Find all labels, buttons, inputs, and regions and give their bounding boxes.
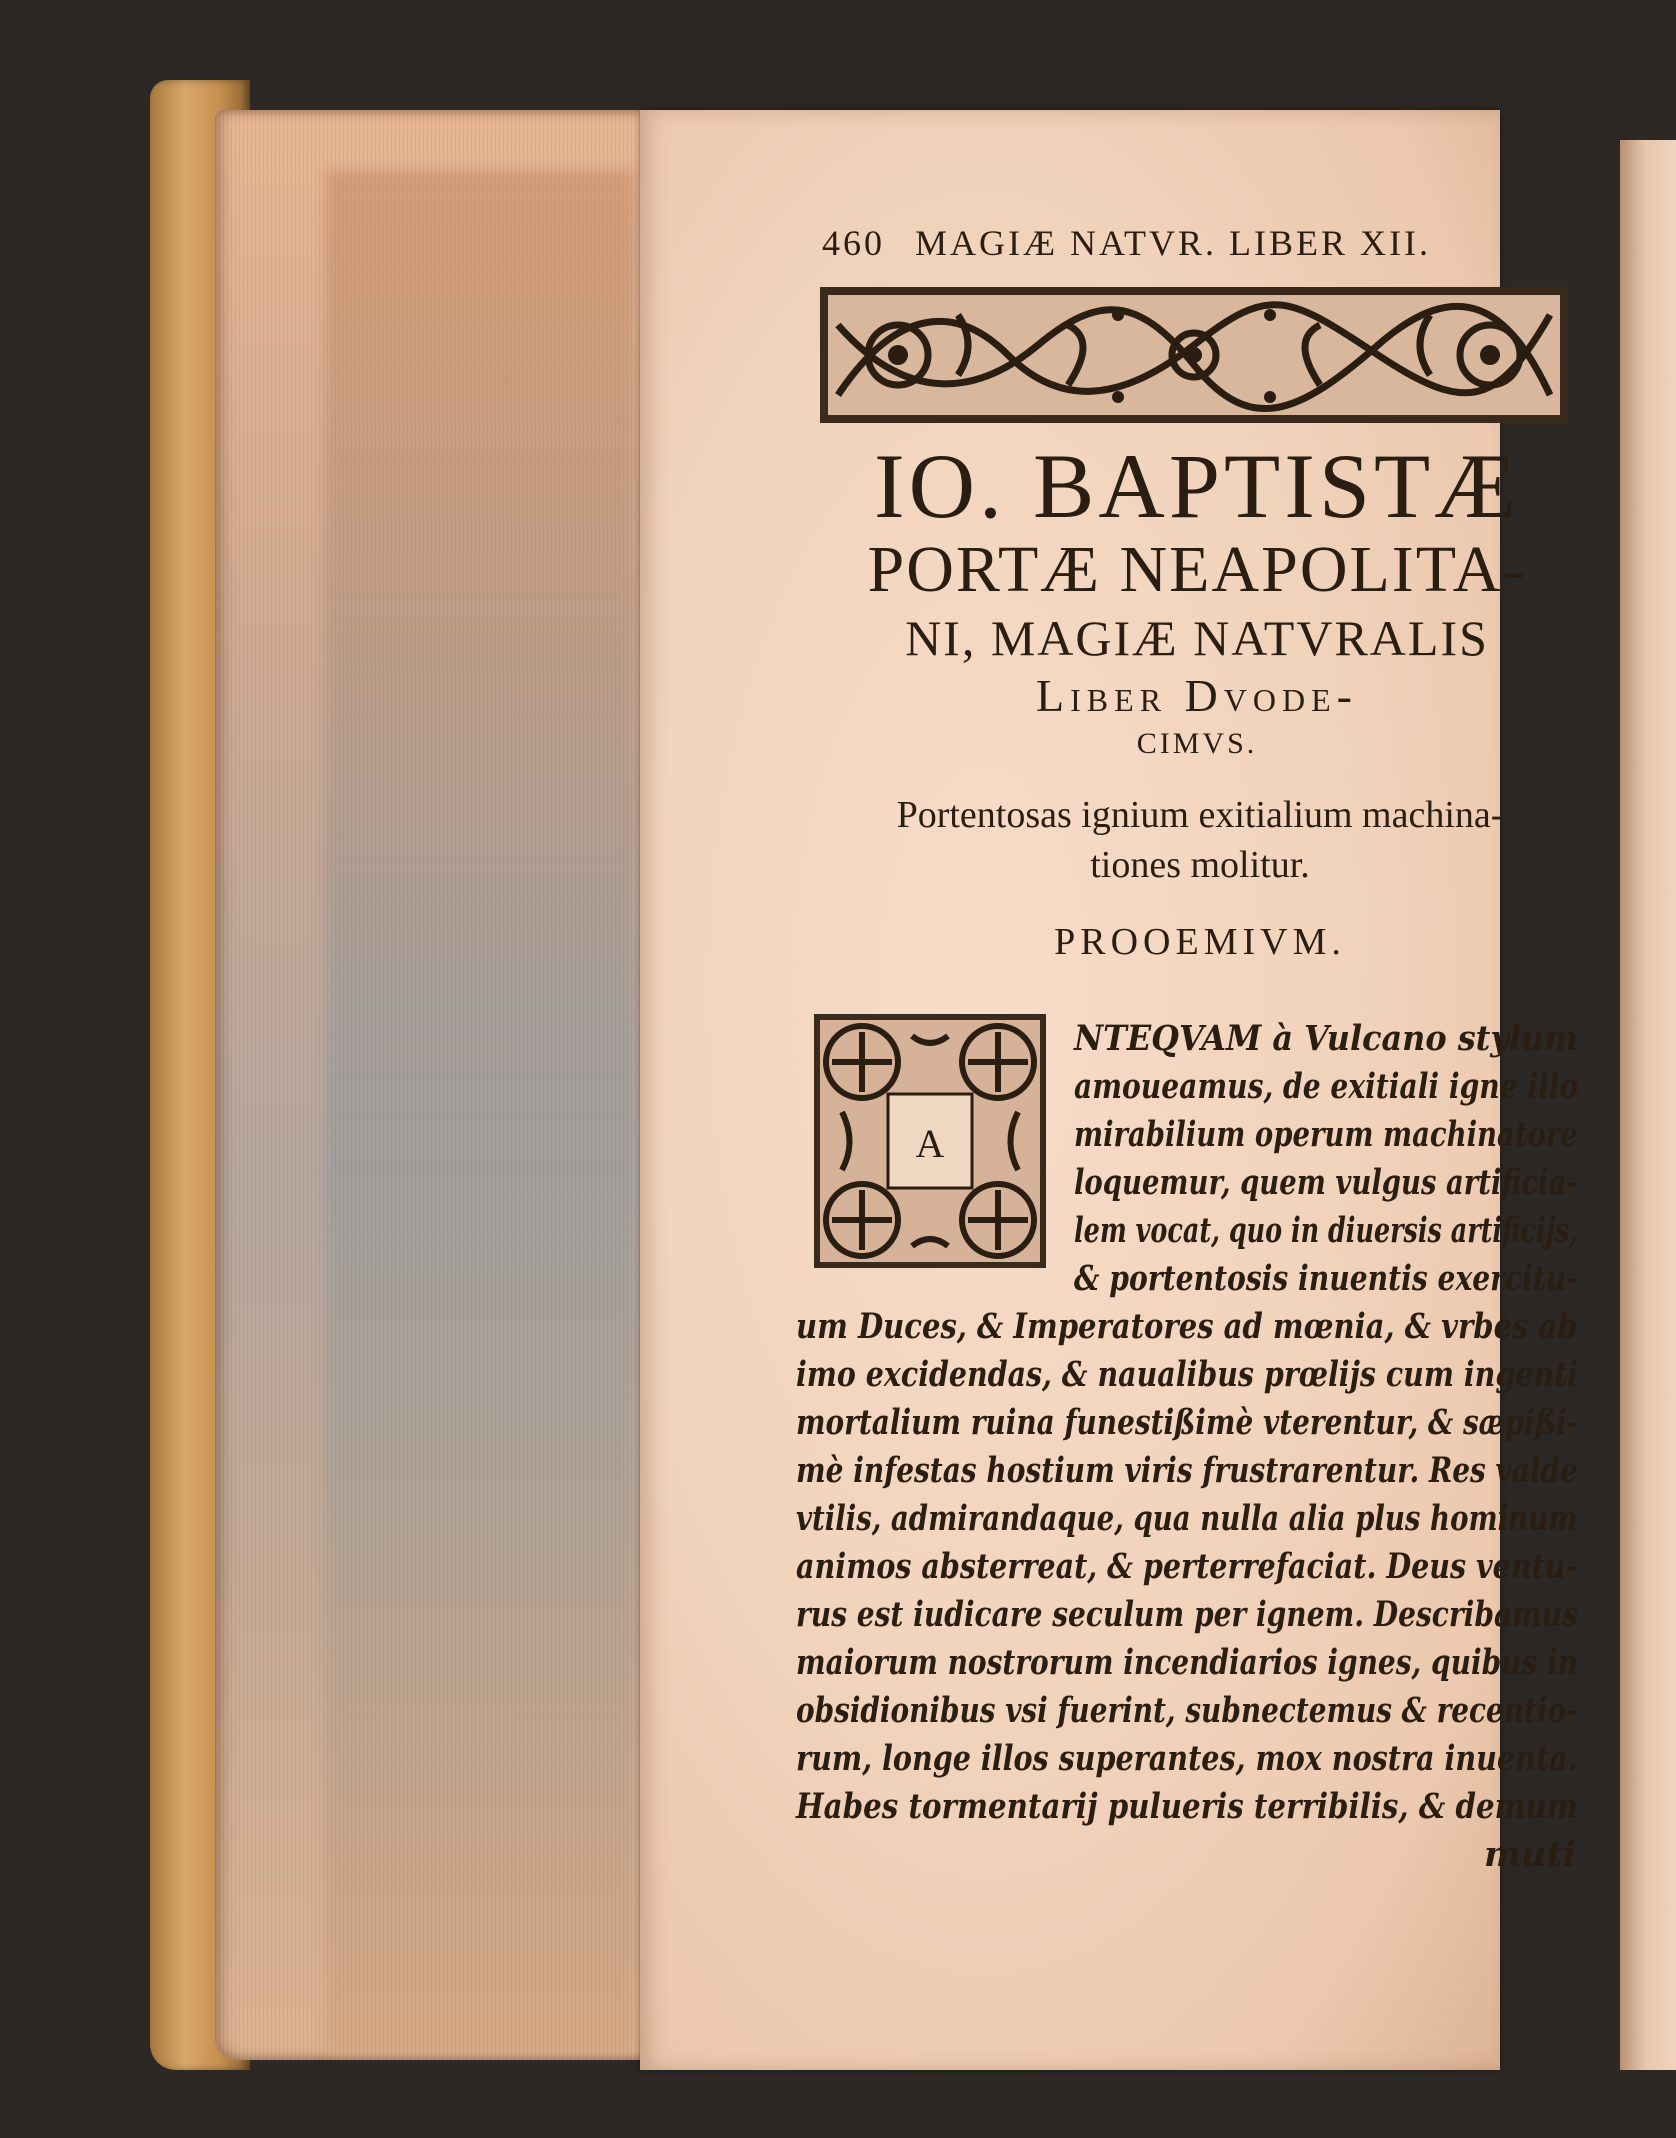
subtitle-line-2: tiones molitur. [1090, 844, 1310, 886]
text-line: & portentosis inuentis exercitu- [1074, 1258, 1579, 1299]
text-line: imo excidendas, & naualibus prœlijs cum ingenti [796, 1354, 1578, 1395]
initial-letter: A [915, 1121, 945, 1166]
text-line: animos absterreat, & perterrefaciat. Deus ventu- [796, 1546, 1578, 1587]
text-line: lem vocat, quo in diuersis artificijs, [1074, 1210, 1579, 1251]
text-line: mirabilium operum machinatore [1074, 1114, 1578, 1155]
title-line-2: PORTÆ NEAPOLITA- [867, 533, 1527, 606]
text-line: Habes tormentarij pulueris terribilis, & demum [796, 1786, 1578, 1827]
text-line: rum, longe illos superantes, mox nostra inuenta. [796, 1738, 1578, 1779]
text-line: rus est iudicare seculum per ignem. Describamus [796, 1594, 1579, 1635]
decorated-initial [812, 1012, 1048, 1270]
running-head [822, 222, 1522, 262]
running-title: MAGIÆ NATVR. LIBER XII. [915, 223, 1431, 263]
text-line: NTEQVAM à Vulcano stylum [1074, 1018, 1578, 1059]
title-line-5: CIMVS. [1136, 727, 1258, 760]
subtitle-line-1: Portentosas ignium exitialium machina- [896, 794, 1504, 836]
text-line: maiorum nostrorum incendiarios ignes, quibus in [796, 1642, 1579, 1683]
text-line: vtilis, admirandaque, qua nulla alia plus hominum [796, 1498, 1578, 1539]
text-line: loquemur, quem vulgus artificia- [1074, 1162, 1578, 1203]
text-line: amoueamus, de exitiali igne illo [1074, 1066, 1579, 1107]
title-block [812, 435, 1582, 764]
chapter-subtitle [820, 790, 1580, 890]
title-line-1: IO. BAPTISTÆ [873, 435, 1521, 537]
text-line: mè infestas hostium viris frustrarentur. Res valde [796, 1450, 1578, 1491]
title-line-3: NI, MAGIÆ NATVRALIS [905, 610, 1489, 666]
title-line-4: Liber Dvode- [1036, 670, 1358, 721]
section-heading: PROOEMIVM. [1054, 921, 1346, 963]
ornamental-headpiece [818, 285, 1570, 425]
page-number: 460 [822, 223, 885, 263]
text-line: mortalium ruina funestißimè vterentur, & sæpißi- [796, 1402, 1579, 1443]
catchword: muti [1484, 1834, 1576, 1875]
text-line: um Duces, & Imperatores ad mœnia, & vrbes ab [796, 1306, 1578, 1347]
text-line: obsidionibus vsi fuerint, subnectemus & recentio- [796, 1690, 1578, 1731]
facing-page-edge [1620, 140, 1676, 2070]
